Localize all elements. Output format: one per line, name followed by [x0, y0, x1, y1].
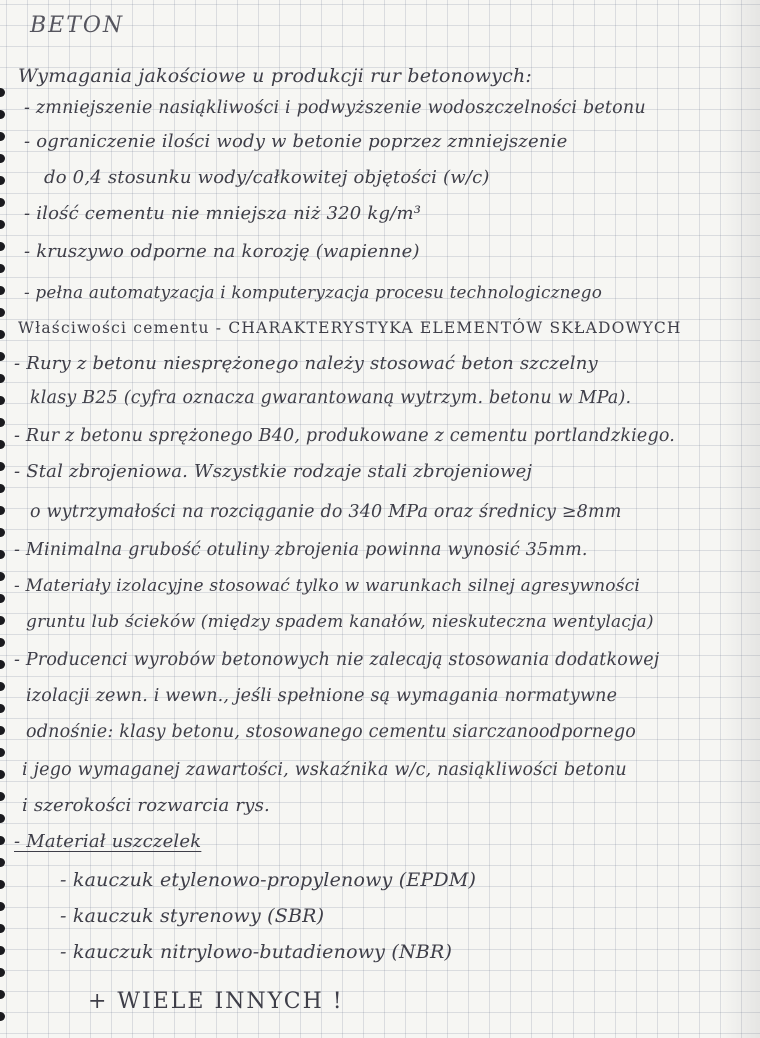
list-item: - Producenci wyrobów betonowych nie zalecają stosowania dodatkowej [14, 650, 660, 670]
binder-hole [0, 374, 5, 383]
page-edge-shadow [720, 0, 760, 1038]
binder-holes [0, 0, 14, 1038]
list-item: - Minimalna grubość otuliny zbrojenia powinna wynosić 35mm. [14, 540, 588, 560]
list-item-continuation: gruntu lub ścieków (między spadem kanałów, nieskuteczna wentylacja) [26, 612, 654, 632]
binder-hole [0, 924, 5, 933]
binder-hole [0, 968, 5, 977]
binder-hole [0, 902, 5, 911]
binder-hole [0, 836, 5, 845]
binder-hole [0, 1012, 5, 1021]
binder-hole [0, 748, 5, 757]
binder-hole [0, 418, 5, 427]
note-title: BETON [30, 13, 125, 38]
binder-hole [0, 88, 5, 97]
binder-hole [0, 594, 5, 603]
section-heading: - Materiał uszczelek [14, 831, 202, 852]
binder-hole [0, 726, 5, 735]
list-item-continuation: i jego wymaganej zawartości, wskaźnika w/c, nasiąkliwości betonu [22, 760, 627, 780]
section-heading: Wymagania jakościowe u produkcji rur betonowych: [18, 65, 532, 87]
list-item: - Materiały izolacyjne stosować tylko w warunkach silnej agresywności [14, 576, 640, 596]
binder-hole [0, 572, 5, 581]
list-item-continuation: odnośnie: klasy betonu, stosowanego cementu siarczanoodpornego [26, 722, 636, 742]
list-item-continuation: o wytrzymałości na rozciąganie do 340 MPa oraz średnicy ≥8mm [30, 502, 622, 522]
binder-hole [0, 198, 5, 207]
list-item: - kauczuk etylenowo-propylenowy (EPDM) [60, 869, 477, 891]
binder-hole [0, 132, 5, 141]
binder-hole [0, 462, 5, 471]
binder-hole [0, 352, 5, 361]
list-item-continuation: izolacji zewn. i wewn., jeśli spełnione są wymagania normatywne [26, 686, 618, 706]
list-item: - kauczuk styrenowy (SBR) [60, 905, 325, 927]
binder-hole [0, 154, 5, 163]
binder-hole [0, 528, 5, 537]
binder-hole [0, 990, 5, 999]
closing-note: + WIELE INNYCH ! [88, 989, 344, 1014]
binder-hole [0, 330, 5, 339]
binder-hole [0, 660, 5, 669]
list-item-continuation: do 0,4 stosunku wody/całkowitej objętości (w/c) [44, 167, 490, 188]
list-item: - ilość cementu nie mniejsza niż 320 kg/m³ [24, 203, 422, 224]
binder-hole [0, 264, 5, 273]
binder-hole [0, 704, 5, 713]
binder-hole [0, 440, 5, 449]
binder-hole [0, 308, 5, 317]
list-item-continuation: klasy B25 (cyfra oznacza gwarantowaną wytrzym. betonu w MPa). [30, 388, 632, 408]
section-heading: Właściwości cementu - CHARAKTERYSTYKA ELEMENTÓW SKŁADOWYCH [18, 319, 682, 337]
binder-hole [0, 880, 5, 889]
binder-hole [0, 550, 5, 559]
binder-hole [0, 110, 5, 119]
list-item: - zmniejszenie nasiąkliwości i podwyższenie wodoszczelności betonu [24, 98, 646, 118]
list-item: - Rur z betonu sprężonego B40, produkowane z cementu portlandzkiego. [14, 426, 676, 446]
list-item-continuation: i szerokości rozwarcia rys. [22, 795, 270, 816]
list-item: - ograniczenie ilości wody w betonie poprzez zmniejszenie [24, 131, 568, 152]
binder-hole [0, 484, 5, 493]
list-item: - pełna automatyzacja i komputeryzacja procesu technologicznego [24, 282, 603, 302]
binder-hole [0, 396, 5, 405]
binder-hole [0, 770, 5, 779]
binder-hole [0, 616, 5, 625]
binder-hole [0, 946, 5, 955]
binder-hole [0, 682, 5, 691]
binder-hole [0, 814, 5, 823]
binder-hole [0, 506, 5, 515]
binder-hole [0, 220, 5, 229]
list-item: - kauczuk nitrylowo-butadienowy (NBR) [60, 941, 453, 963]
list-item: - Rury z betonu niesprężonego należy stosować beton szczelny [14, 353, 598, 374]
binder-hole [0, 176, 5, 185]
list-item: - Stal zbrojeniowa. Wszystkie rodzaje stali zbrojeniowej [14, 461, 533, 482]
binder-hole [0, 286, 5, 295]
binder-hole [0, 858, 5, 867]
binder-hole [0, 792, 5, 801]
binder-hole [0, 638, 5, 647]
binder-hole [0, 242, 5, 251]
list-item: - kruszywo odporne na korozję (wapienne) [24, 241, 420, 262]
